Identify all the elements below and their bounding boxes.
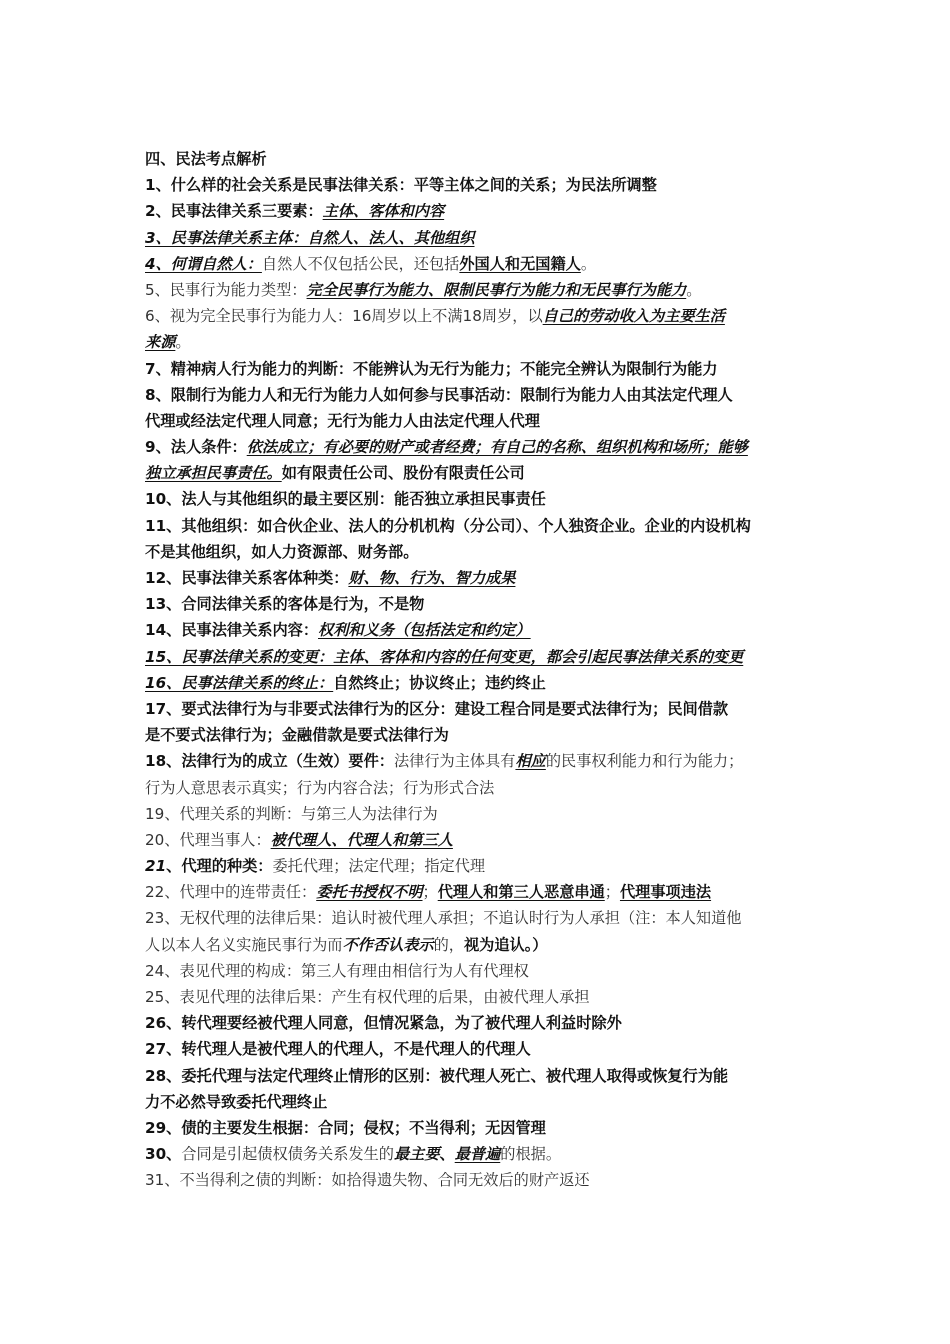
text-line xyxy=(145,932,815,958)
text-line xyxy=(145,172,815,198)
text-segment: 财、物、行为、智力成果 xyxy=(348,569,516,587)
text-segment: 自己的劳动收入为主要生活 xyxy=(542,307,725,326)
text-line xyxy=(145,198,815,224)
text-line xyxy=(145,775,815,801)
text-segment: ； xyxy=(604,883,620,902)
text-segment: 如有限责任公司、股份有限责任公司 xyxy=(281,464,525,483)
text-line xyxy=(145,984,815,1010)
text-line xyxy=(145,879,815,905)
text-line xyxy=(145,827,815,853)
text-segment: 主体、客体和内容 xyxy=(322,202,445,221)
section-heading: 四、民法考点解析 xyxy=(145,150,267,168)
text-line xyxy=(145,748,815,774)
text-segment: 22、代理中的连带责任： xyxy=(145,883,317,902)
text-segment: 5、民事行为能力类型： xyxy=(145,280,307,299)
text-segment: 9、法人条件： xyxy=(145,438,247,457)
text-segment: 。 xyxy=(686,280,702,299)
text-segment: 人以本人名义实施民事行为而 xyxy=(145,935,343,954)
text-segment: 代理事项违法 xyxy=(619,883,712,902)
text-segment: 被代理人、代理人和第三人 xyxy=(270,830,453,849)
text-segment: 。 xyxy=(175,333,191,352)
text-segment: 21 xyxy=(145,857,167,876)
text-segment: 4、何谓自然人： xyxy=(145,254,262,273)
text-line xyxy=(145,303,815,329)
text-segment: 31、不当得利之债的判断：如拾得遗失物、合同无效后的财产返还 xyxy=(145,1171,590,1190)
text-segment: 28、委托代理与法定代理终止情形的区别：被代理人死亡、被代理人取得或恢复行为能 xyxy=(145,1066,729,1085)
text-segment: ； xyxy=(422,883,438,902)
text-line xyxy=(145,434,815,460)
text-line xyxy=(145,1063,815,1089)
text-segment: 6、视为完全民事行为能力人：16周岁以上不满18周岁，以 xyxy=(145,307,543,326)
text-line xyxy=(145,460,815,486)
text-line xyxy=(145,225,815,251)
text-segment: 代理人和第三人恶意串通 xyxy=(437,883,605,902)
text-line xyxy=(145,251,815,277)
text-segment: 委托代理；法定代理；指定代理 xyxy=(272,857,486,876)
text-line xyxy=(145,1141,815,1167)
document-body xyxy=(145,146,815,1194)
text-segment: 8、限制行为能力人和无行为能力人如何参与民事活动：限制行为能力人由其法定代理人 xyxy=(145,385,733,404)
text-segment: 来源 xyxy=(145,333,176,352)
text-segment: 20、代理当事人： xyxy=(145,830,271,849)
text-line xyxy=(145,486,815,512)
text-segment: 的根据。 xyxy=(500,1145,562,1164)
text-line xyxy=(145,696,815,722)
text-segment: 12、民事法律关系客体种类： xyxy=(145,569,349,587)
text-segment: 23、无权代理的法律后果：追认时被代理人承担；不追认时行为人承担（注：本人知道他 xyxy=(145,909,742,928)
text-line xyxy=(145,356,815,382)
text-segment: 17、要式法律行为与非要式法律行为的区分：建设工程合同是要式法律行为；民间借款 xyxy=(145,699,729,718)
text-segment: 权利和义务（包括法定和约定） xyxy=(318,621,531,640)
text-segment: 不作否认表示 xyxy=(342,935,434,954)
text-segment: 最主要 xyxy=(393,1145,440,1164)
text-segment: 3、民事法律关系主体：自然人、法人、其他组织 xyxy=(145,228,475,247)
text-segment: 最普遍 xyxy=(454,1145,501,1164)
text-line xyxy=(145,801,815,827)
text-segment: 如合伙企业、法人的分机机构（分公司）、个人独资企业。企业的内设机构 xyxy=(257,516,751,535)
text-line xyxy=(145,277,815,303)
text-segment: 27、转代理人是被代理人的代理人，不是代理人的代理人 xyxy=(145,1040,531,1059)
text-segment: 自然终止；协议终止；违约终止 xyxy=(333,673,546,692)
text-line xyxy=(145,539,815,565)
text-segment: 外国人和无国籍人 xyxy=(459,254,581,273)
text-segment: 的， xyxy=(433,935,464,954)
text-segment: 15、民事法律关系的变更：主体、客体和内容的任何变更，都会引起民事法律关系的变更 xyxy=(145,647,744,666)
text-segment: 委托书授权不明 xyxy=(316,883,423,902)
text-segment: 行为人意思表示真实；行为内容合法；行为形式合法 xyxy=(145,778,495,797)
text-segment: 法律行为主体具有 xyxy=(393,752,516,771)
text-segment: 11、其他组织： xyxy=(145,516,258,535)
text-line xyxy=(145,382,815,408)
text-segment: 代理或经法定代理人同意；无行为能力人由法定代理人代理 xyxy=(145,411,540,430)
text-segment: 30、 xyxy=(145,1145,182,1164)
text-line xyxy=(145,408,815,434)
text-segment: 合同是引起债权债务关系发生的 xyxy=(181,1145,394,1164)
text-line xyxy=(145,1115,815,1141)
text-segment: 不是其他组织，如人力资源部、财务部。 xyxy=(145,542,419,561)
text-line xyxy=(145,905,815,931)
text-segment: 7、精神病人行为能力的判断：不能辨认为无行为能力；不能完全辨认为限制行为能力 xyxy=(145,359,718,378)
text-segment: 自然人不仅包括公民，还包括 xyxy=(261,254,460,273)
text-segment: 的民事权利能力和行为能力； xyxy=(545,752,744,771)
text-segment: 1、什么样的社会关系是民事法律关系：平等主体之间的关系；为民法所调整 xyxy=(145,176,657,195)
text-segment: 力不必然导致委托代理终止 xyxy=(145,1092,328,1111)
text-line xyxy=(145,591,815,617)
text-line xyxy=(145,565,815,591)
text-segment: 18、法律行为的成立（生效）要件： xyxy=(145,752,394,771)
text-line xyxy=(145,617,815,643)
text-line xyxy=(145,722,815,748)
text-segment: 14、民事法律关系内容： xyxy=(145,621,319,640)
text-segment: 相应 xyxy=(515,752,546,771)
text-segment: 、代理的种类： xyxy=(166,857,273,876)
text-segment: 依法成立；有必要的财产或者经费；有自己的名称、组织机构和场所；能够 xyxy=(246,438,748,457)
text-line xyxy=(145,1167,815,1193)
text-segment: 2、民事法律关系三要素： xyxy=(145,202,323,221)
text-line xyxy=(145,853,815,879)
text-segment: 完全民事行为能力、限制民事行为能力和无民事行为能力 xyxy=(306,280,687,299)
text-segment: 29、债的主要发生根据：合同；侵权；不当得利；无因管理 xyxy=(145,1118,546,1137)
text-line xyxy=(145,958,815,984)
text-segment: 19、代理关系的判断：与第三人为法律行为 xyxy=(145,804,438,823)
text-segment: 24、表见代理的构成：第三人有理由相信行为人有代理权 xyxy=(145,961,529,980)
text-segment: 16、民事法律关系的终止： xyxy=(145,673,334,692)
text-line xyxy=(145,329,815,355)
text-line xyxy=(145,670,815,696)
text-line xyxy=(145,513,815,539)
text-segment: 是不要式法律行为；金融借款是要式法律行为 xyxy=(145,726,449,745)
text-line xyxy=(145,1010,815,1036)
text-segment: 13、合同法律关系的客体是行为，不是物 xyxy=(145,595,425,614)
text-segment: 视为追认。） xyxy=(463,935,548,954)
text-segment: 独立承担民事责任。 xyxy=(145,464,282,483)
text-line xyxy=(145,1036,815,1062)
text-segment: 、 xyxy=(439,1145,455,1164)
text-line xyxy=(145,644,815,670)
text-line xyxy=(145,1089,815,1115)
text-segment: 25、表见代理的法律后果：产生有权代理的后果，由被代理人承担 xyxy=(145,988,590,1006)
text-segment: 10、法人与其他组织的最主要区别：能否独立承担民事责任 xyxy=(145,490,546,509)
text-segment: 。 xyxy=(580,254,597,273)
text-segment: 26、转代理要经被代理人同意，但情况紧急，为了被代理人利益时除外 xyxy=(145,1014,622,1033)
